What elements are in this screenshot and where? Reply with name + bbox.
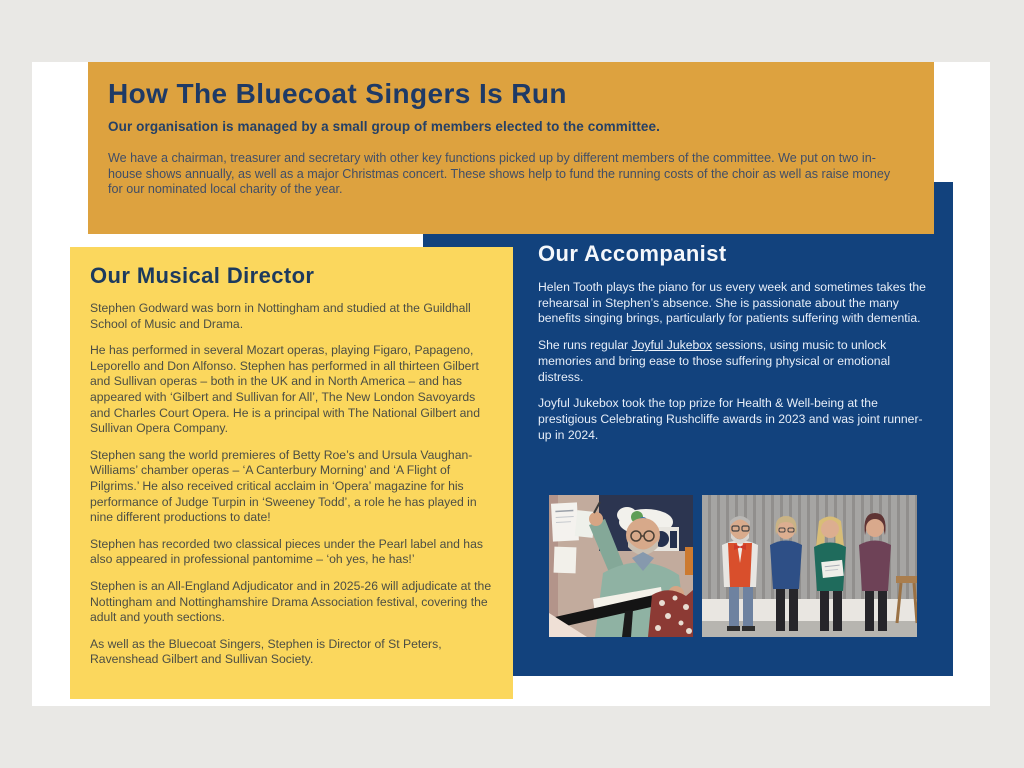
paragraph-text: She runs regular <box>538 338 632 353</box>
accompanist-paragraph: Joyful Jukebox took the top prize for Health & Well-being at the prestigious Celebrating Rushcliffe awards in 2023 and was joint runner-up in 2024. <box>538 396 923 442</box>
intro-banner <box>88 62 934 234</box>
musical-director-paragraph: He has performed in several Mozart operas, playing Figaro, Papageno, Leporello and Don Alfonso. Stephen has performed in all thirteen Gilbert and Sullivan operas – both in the UK and in North America – and has appeared with ‘Gilbert and Sullivan for All’, The New London Savoyards and Charles Court Opera. He is a principal with The National Gilbert and Sullivan Opera Company. <box>90 343 480 436</box>
conductor-photo <box>549 495 693 637</box>
banner-subtitle: Our organisation is managed by a small group of members elected to the committee. <box>108 119 660 134</box>
musical-director-paragraph: Stephen is an All-England Adjudicator and in 2025-26 will adjudicate at the Nottingham and Nottinghamshire Drama Association festival, covering the adult and youth sections. <box>90 578 492 625</box>
awards-photo <box>702 495 917 637</box>
awards-photo-illustration <box>702 495 917 637</box>
accompanist-heading: Our Accompanist <box>538 241 727 266</box>
musical-director-paragraph: Stephen sang the world premieres of Betty Roe’s and Ursula Vaughan-Williams’ chamber operas – ‘A Canterbury Morning’ and ‘A Flight of Pilgrims.’ He also received critical acclaim in ‘Opera’ magazine for his performance of Judge Turpin in ‘Sweeney Todd’, a role he has played in nine different productions to date! <box>90 447 477 525</box>
banner-body: We have a chairman, treasurer and secretary with other key functions picked up by different members of the committee. We put on two in-house shows annually, as well as a major Christmas concert. These shows help to fund the running costs of the choir as well as raise money for our nominated local charity of the year. <box>108 151 891 197</box>
musical-director-heading: Our Musical Director <box>90 263 315 288</box>
conductor-photo-illustration <box>549 495 693 637</box>
musical-director-paragraph: Stephen has recorded two classical pieces under the Pearl label and has also appeared in professional pantomime – ‘oh yes, he has!’ <box>90 536 483 567</box>
musical-director-panel <box>70 247 513 699</box>
page-title: How The Bluecoat Singers Is Run <box>108 78 567 109</box>
accompanist-paragraph: Helen Tooth plays the piano for us every week and sometimes takes the rehearsal in Stephen’s absence. She is passionate about the many benefits singing brings, particularly for patients suffering with dementia. <box>538 280 926 326</box>
musical-director-paragraph: As well as the Bluecoat Singers, Stephen is Director of St Peters, Ravenshead Gilbert and Sullivan Society. <box>90 636 442 667</box>
musical-director-paragraph: Stephen Godward was born in Nottingham and studied at the Guildhall School of Music and Drama. <box>90 301 471 331</box>
paragraph-text: sessions, using music to unlock memories and bring ease to those suffering physical or emotional distress. <box>538 338 891 384</box>
accompanist-paragraph <box>538 338 928 385</box>
joyful-jukebox-link[interactable]: Joyful Jukebox <box>631 338 713 353</box>
